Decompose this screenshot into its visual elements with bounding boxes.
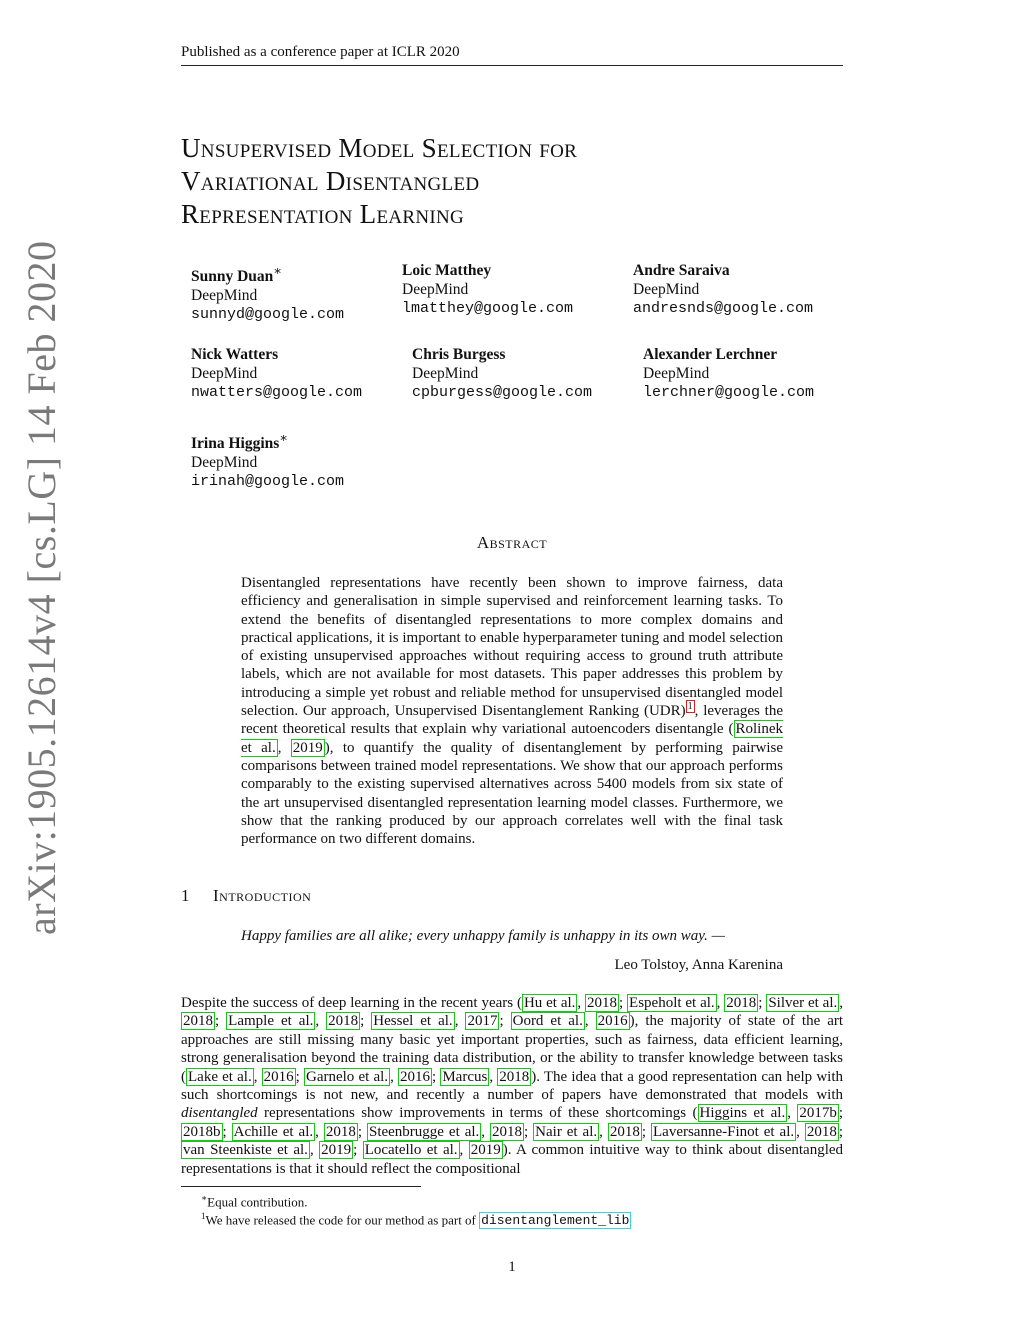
code-link[interactable]: disentanglement_lib [481,1213,630,1229]
citation-link[interactable]: 2017 [467,1013,498,1030]
citation-link[interactable]: Nair et al. [535,1123,598,1140]
citation-link[interactable]: Hu et al. [523,995,576,1011]
author-affiliation: DeepMind [191,365,258,382]
citation-link[interactable]: Laversanne-Finot et al. [653,1123,795,1140]
citation-link[interactable]: Rolinek et al. [241,721,783,756]
author-email[interactable]: lerchner@google.com [643,384,815,401]
author-name: Chris Burgess [412,346,506,363]
intro-text: representations show improvements in terms of these shortcomings ( [257,1105,698,1122]
author-block [191,345,362,402]
abstract-text: Disentangled representations have recently been shown to improve fairness, data efficiency and generalisation in simple supervised and reinforcement learning tasks. To extend the benefits of disentangled representations to more complex domains and practical applications, it is important to enable hyperparameter tuning and model selection of existing unsupervised approaches without requiring access to ground truth attribute labels, which are not available for most datasets. This paper addresses this problem by introducing a simple yet robust and reliable method for unsupervised disentangled model selection. Our approach, Unsupervised Disentanglement Ranking (UDR) [241,575,783,720]
author-block [633,261,813,318]
intro-text: ). A common intuitive way to think about disentangled representations is that it should reflect the compositional [181,1142,844,1177]
citation-link[interactable]: Locatello et al. [364,1142,458,1159]
author-name: Loic Matthey [402,262,492,279]
section-heading [181,886,311,906]
author-email[interactable]: andresnds@google.com [633,300,814,317]
author-email[interactable]: irinah@google.com [191,473,345,491]
citation-link[interactable]: Lake et al. [188,1068,252,1085]
author-affiliation: DeepMind [191,454,258,472]
author-email[interactable]: sunnyd@google.com [191,306,345,324]
author-name: Andre Saraiva [633,262,730,279]
epigraph-attribution: Leo Tolstoy, Anna Karenina [614,957,783,973]
epigraph-quote: Happy families are all alike; every unhappy family is unhappy in its own way. — [241,928,725,944]
author-block [191,261,344,324]
citation-link[interactable]: Lample et al. [228,1013,314,1030]
author-mark: ∗ [273,263,283,278]
author-block [402,261,573,318]
citation-link[interactable]: 2019 [292,739,323,756]
citation-link[interactable]: Oord et al. [512,1013,583,1030]
citation-link[interactable]: 2016 [399,1068,430,1085]
intro-text: ), the majority of state of the art approaches are still missing many basic yet important properties, such as fairness, data efficient learning, strong generalisation beyond the training data distribution, or the ability to transfer knowledge between tasks ( [181,1013,844,1085]
intro-text: Despite the success of deep learning in the recent years ( [181,995,522,1011]
citation-link[interactable]: Achille et al. [233,1123,314,1140]
author-name: Nick Watters [191,346,279,363]
citation-link[interactable]: 2018 [328,1013,359,1030]
citation-link[interactable]: 2018 [726,995,757,1011]
citation-link[interactable]: Silver et al. [768,995,838,1011]
author-affiliation: DeepMind [643,365,710,382]
citation-link[interactable]: 2018 [806,1123,837,1140]
footnote-rule [181,1186,421,1187]
footnote-mark: ∗ [201,1193,208,1203]
abstract-text: ), to quantify the quality of disentanglement by performing pairwise comparisons between trained model representations. We show that our approach performs comparably to the existing supervised alternatives across 5400 models from six state of the art unsupervised disentangled representation learning model classes. Furthermore, we show that the ranking produced by our approach correlates well with the final task performance on two different domains. [241,739,784,848]
intro-paragraph: Despite the success of deep learning in the recent years ( Hu et al. , 2018 ; Espeholt et al. , 2018 ; Silver et al. , 2018 ; Lample et al. , 2018 ; Hessel et al. , 2017 ; Oord et al. , 2016 ), the majority of state of the art approaches are still missing many basic yet important properties, such as fairness, data efficient learning, strong generalisation beyond the training data distribution, or the ability to transfer knowledge between tasks ( Lake et al. , 2016 ; Garnelo et al. , 2016 ; Marcus , 2018 ). The idea that a good representation can help with such shortcomings is not new, and recently a number of papers have demonstrated that models with disentangled representations show improvements in terms of these shortcomings ( Higgins et al. , 2017b ; 2018b ; Achille et al. , 2018 ; Steenbrugge et al. , 2018 ; Nair et al. , 2018 ; Laversanne-Finot et al. , 2018 ; van Steenkiste et al. , 2019 ; Locatello et al. , 2019 ). A common intuitive way to think about disentangled representations is that it should reflect the compositional [181,995,844,1177]
citation-link[interactable]: Espeholt et al. [629,995,715,1011]
author-block [643,345,814,402]
citation-link[interactable]: 2018 [183,1013,213,1030]
page-number: 1 [508,1259,516,1275]
running-header: Published as a conference paper at ICLR 2020 [181,44,460,60]
author-mark: ∗ [279,430,289,445]
intro-text: ). The idea that a good representation can help with such shortcomings is not new, and recently a number of papers have demonstrated that models with [181,1068,843,1104]
author-email[interactable]: cpburgess@google.com [412,384,593,401]
title-line: Representation Learning [181,199,465,229]
citation-link[interactable]: Marcus [442,1068,488,1085]
author-block [412,345,592,402]
footnote-text: Equal contribution. [207,1194,308,1210]
abstract-body: Disentangled representations have recently been shown to improve fairness, data efficiency and generalisation in simple supervised and reinforcement learning tasks. To extend the benefits of disentangled representations to more complex domains and practical applications, it is important to enable hyperparameter tuning and model selection of existing unsupervised approaches without requiring access to ground truth attribute labels, which are not available for most datasets. This paper addresses this problem by introducing a simple yet robust and reliable method for unsupervised disentangled model selection. Our approach, Unsupervised Disentanglement Ranking (UDR) $^1$ , leverages the recent theoretical results that explain why variational autoencoders disentangle ( Rolinek et al. , 2019 ), to quantify the quality of disentanglement by performing pairwise comparisons between trained model representations. We show that our approach performs comparably to the existing supervised alternatives across 5400 models from six state of the art unsupervised disentangled representation learning model classes. Furthermore, we show that the ranking produced by our approach correlates well with the final task performance on two different domains. [241,575,784,848]
citation-link[interactable]: van Steenkiste et al. [183,1142,308,1159]
citation-link[interactable]: Steenbrugge et al. [368,1123,480,1140]
section-title: Introduction [213,886,312,905]
citation-link[interactable]: 2018 [325,1123,356,1140]
footnote-text: We have released the code for our method as part of [205,1212,480,1228]
arxiv-stamp[interactable]: arXiv:1905.12614v4 [cs.LG] 14 Feb 2020 [19,240,64,935]
footnote-2 [181,1208,843,1229]
title-line: Variational Disentangled [181,166,480,196]
footnote-mark: 1 [201,1211,206,1221]
citation-link[interactable]: Higgins et al. [699,1105,786,1122]
author-name: Sunny Duan [191,268,274,286]
author-affiliation: DeepMind [412,365,479,382]
citation-link[interactable]: 2018b [183,1123,221,1140]
citation-link[interactable]: 2018 [609,1123,640,1140]
citation-link[interactable]: 2019 [470,1142,501,1159]
title-line: Unsupervised Model Selection for [181,133,578,163]
author-block [191,428,344,491]
citation-link[interactable]: 2019 [321,1142,352,1159]
abstract-heading: Abstract [476,533,548,552]
citation-link[interactable]: 2018 [492,1123,523,1140]
abstract-text: , leverages the recent theoretical results that explain why variational autoencoders disentangle ( [241,703,783,738]
author-email[interactable]: lmatthey@google.com [402,300,574,317]
author-email[interactable]: nwatters@google.com [191,384,363,401]
paper-title [181,132,577,231]
citation-link[interactable]: 2017b [799,1105,837,1122]
author-affiliation: DeepMind [633,281,700,298]
author-affiliation: DeepMind [191,287,258,305]
citation-link[interactable]: 2018 [587,995,618,1011]
citation-link[interactable]: 2016 [263,1068,294,1085]
section-number: 1 [181,886,190,905]
author-affiliation: DeepMind [402,281,469,298]
citation-link[interactable]: Garnelo et al. [306,1068,389,1085]
header-rule [181,65,843,66]
footnote-ref-1[interactable]: 1 [687,701,693,713]
citation-link[interactable]: 2016 [597,1013,628,1030]
author-name: Alexander Lerchner [643,346,778,363]
author-name: Irina Higgins [191,435,280,453]
citation-link[interactable]: 2018 [499,1068,530,1085]
intro-emphasis: disentangled [181,1105,258,1122]
citation-link[interactable]: Hessel et al. [373,1013,453,1030]
